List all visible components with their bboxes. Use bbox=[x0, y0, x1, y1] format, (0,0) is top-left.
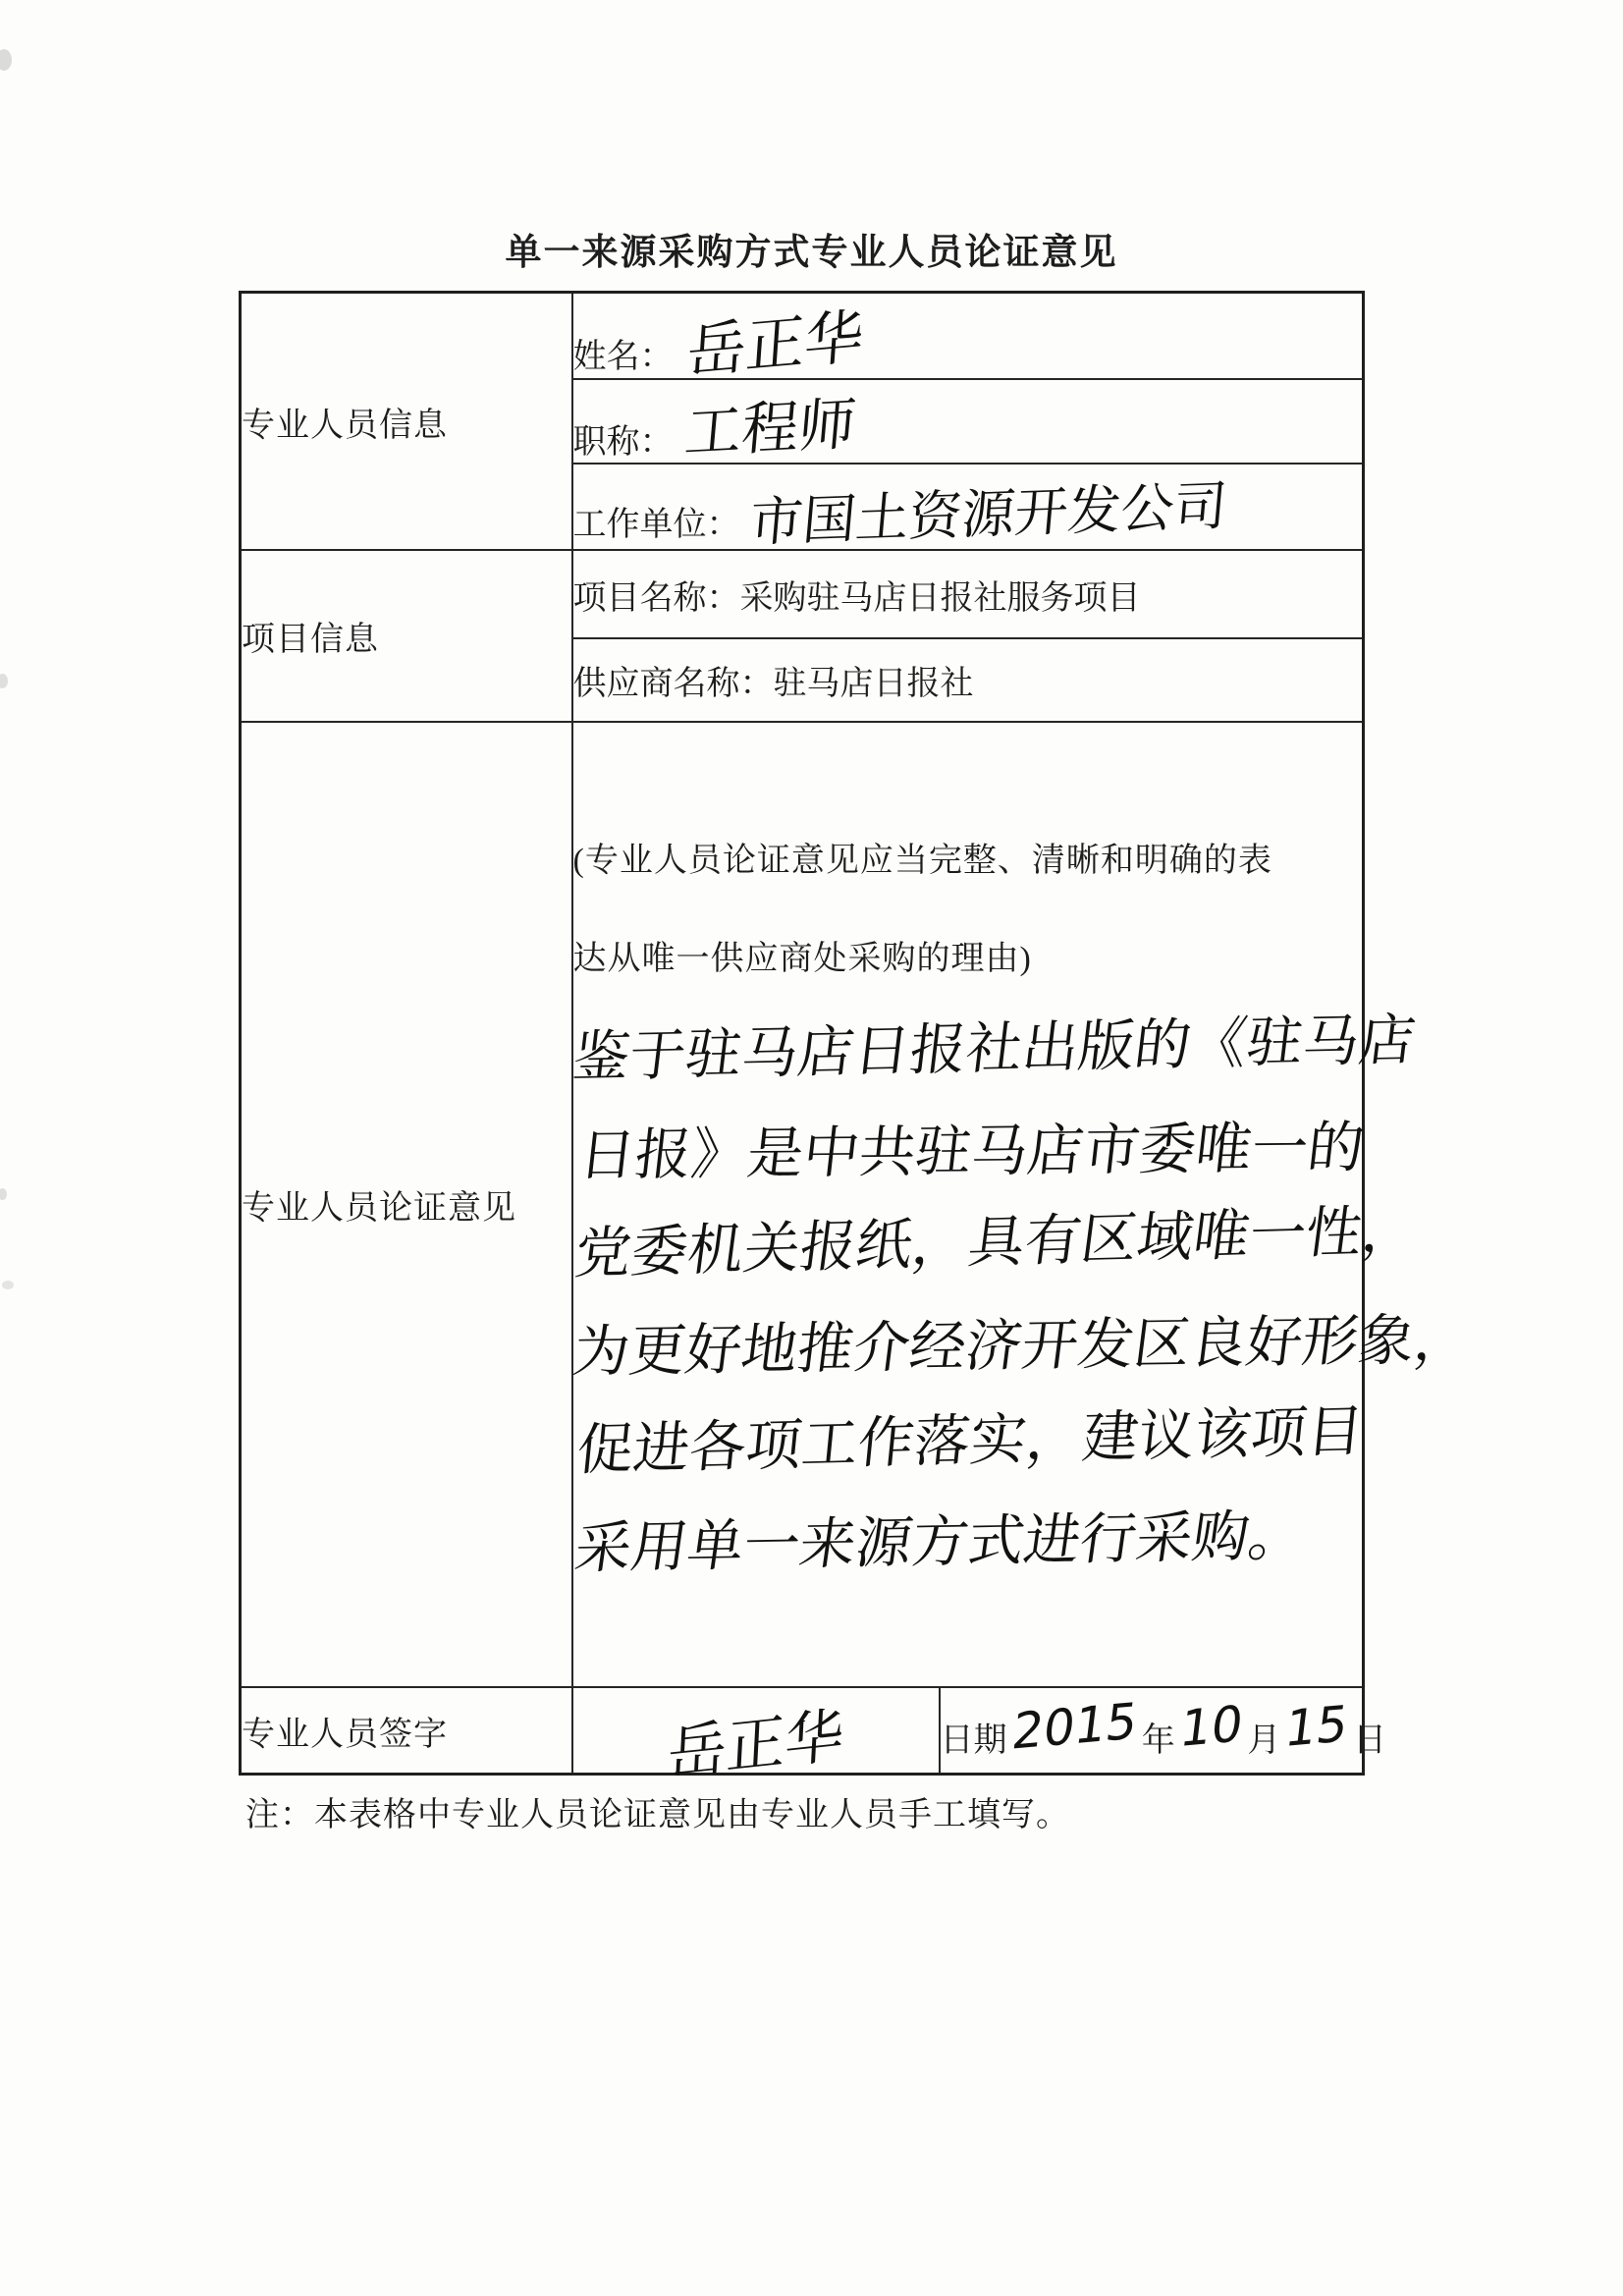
date-month-handwritten: 10 bbox=[1176, 1694, 1246, 1758]
signature-handwritten-value: 岳正华 bbox=[665, 1701, 845, 1789]
table-row-signature bbox=[241, 1687, 1364, 1775]
project-name-cell: 项目名称：采购驻马店日报社服务项目 bbox=[572, 550, 1364, 638]
date-cell bbox=[940, 1687, 1386, 1775]
opinion-handwritten-text bbox=[568, 1007, 1475, 1598]
name-handwritten-value: 岳正华 bbox=[684, 301, 866, 388]
jobtitle-cell bbox=[572, 379, 1364, 464]
date-day-suffix: 日 bbox=[1353, 1722, 1386, 1760]
scan-speck bbox=[2, 1281, 14, 1289]
opinion-instruction-line: 达从唯一供应商处采购的理由) bbox=[572, 940, 1032, 977]
signature-cell bbox=[572, 1687, 940, 1789]
date-day-handwritten: 15 bbox=[1281, 1694, 1352, 1758]
date-month-suffix: 月 bbox=[1247, 1722, 1281, 1760]
date-year-suffix: 年 bbox=[1141, 1722, 1175, 1760]
table-row-opinion bbox=[241, 722, 1364, 1687]
table-row-name bbox=[241, 293, 1364, 380]
name-cell bbox=[572, 293, 1364, 388]
opinion-handwritten-line: 促进各项工作落实，建议该项目 bbox=[573, 1398, 1366, 1483]
scan-speck bbox=[0, 1188, 7, 1200]
document-title: 单一来源采购方式专业人员论证意见 bbox=[505, 233, 1118, 273]
supplier-name-cell: 供应商名称：驻马店日报社 bbox=[572, 638, 1364, 722]
section-label-personnel-info: 专业人员信息 bbox=[241, 293, 572, 551]
scan-speck bbox=[0, 49, 12, 71]
section-label-opinion: 专业人员论证意见 bbox=[241, 722, 572, 1687]
certification-form-table bbox=[239, 291, 1475, 1789]
opinion-instruction bbox=[573, 812, 1363, 1009]
employer-label: 工作单位： bbox=[572, 506, 740, 543]
opinion-handwritten-line: 党委机关报纸，具有区域唯一性， bbox=[570, 1197, 1423, 1286]
date-prefix-label: 日期 bbox=[940, 1722, 1007, 1760]
signature-row-label: 专业人员签字 bbox=[241, 1687, 572, 1775]
jobtitle-handwritten-value: 工程师 bbox=[681, 390, 858, 466]
opinion-cell bbox=[568, 722, 1475, 1687]
employer-handwritten-value: 市国土资源开发公司 bbox=[746, 474, 1229, 554]
section-label-project-info: 项目信息 bbox=[241, 550, 572, 722]
scan-speck bbox=[0, 674, 8, 688]
employer-cell bbox=[572, 464, 1364, 554]
jobtitle-label: 职称： bbox=[572, 423, 674, 461]
date-year-handwritten: 2015 bbox=[1008, 1691, 1141, 1761]
name-label: 姓名： bbox=[572, 338, 674, 375]
opinion-handwritten-line: 为更好地推介经济开发区良好形象， bbox=[568, 1306, 1475, 1385]
opinion-handwritten-line: 鉴于驻马店日报社出版的《驻马店 bbox=[568, 1007, 1419, 1090]
footnote: 注：本表格中专业人员论证意见由专业人员手工填写。 bbox=[245, 1797, 1070, 1833]
opinion-instruction-line: (专业人员论证意见应当完整、清晰和明确的表 bbox=[572, 842, 1272, 879]
opinion-handwritten-line: 采用单一来源方式进行采购。 bbox=[569, 1503, 1310, 1581]
opinion-handwritten-line: 日报》是中共驻马店市委唯一的 bbox=[574, 1115, 1368, 1188]
table-row-project-name bbox=[241, 550, 1364, 638]
